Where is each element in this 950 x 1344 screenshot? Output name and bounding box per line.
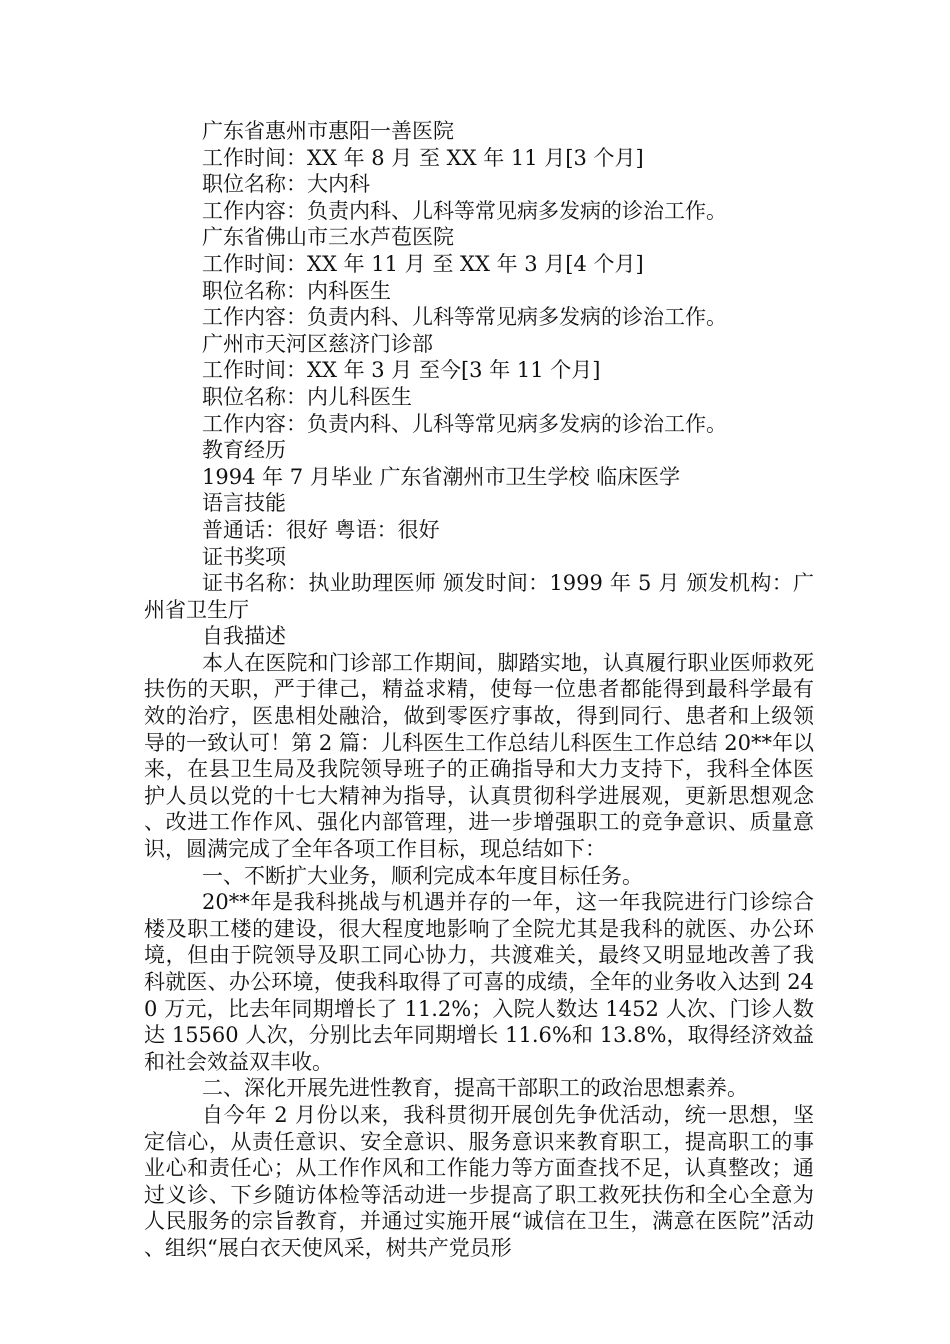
position-title: 职位名称：内儿科医生 [202,384,412,409]
work-duties: 工作内容：负责内科、儿科等常见病多发病的诊治工作。 [202,305,727,330]
position-title: 职位名称：内科医生 [202,278,391,303]
body-paragraph: 本人在医院和门诊部工作期间，脚踏实地，认真履行职业医师救死扶伤的天职，严于律己，精益求精，使每一位患者都能得到最科学最有效的治疗，医患相处融洽，做到零医疗事故，得到同行、患者和上级领导的一致认可！第 2 篇：儿科医生工作总结儿科医生工作总结 20**年以来，在县卫生局及我院领导班子的正确指导和大力支持下，我科全体医护人员以党的十七大精神为指导，认真贯彻科学进展观，更新思想观念、改进工作作风、强化内部管理，进一步增强职工的竞争意识、质量意识，圆满完成了全年各项工作目标，现总结如下： [144,650,814,862]
education-heading: 教育经历 [202,438,286,463]
employer-name: 广州市天河区慈济门诊部 [202,331,433,356]
work-period: 工作时间：XX 年 8 月 至 XX 年 11 月[3 个月] [202,145,644,170]
body-paragraph: 自今年 2 月份以来，我科贯彻开展创先争优活动，统一思想，坚定信心，从责任意识、安全意识、服务意识来教育职工，提高职工的事业心和责任心；从工作作风和工作能力等方面查找不足，认真整改；通过义诊、下乡随访体检等活动进一步提高了职工救死扶伤和全心全意为人民服务的宗旨教育，并通过实施开展“诚信在卫生，满意在医院”活动、组织“展白衣天使风采，树共产党员形 [144,1102,814,1260]
languages-heading: 语言技能 [202,491,286,516]
work-duties: 工作内容：负责内科、儿科等常见病多发病的诊治工作。 [202,411,727,436]
position-title: 职位名称：大内科 [202,172,370,197]
self-description-heading: 自我描述 [202,624,286,649]
document-page [144,118,814,1262]
languages-entry: 普通话：很好 粤语：很好 [202,517,440,542]
certificates-entry: 证书名称：执业助理医师 颁发时间：1999 年 5 月 颁发机构：广州省卫生厅 [144,571,814,622]
section-heading: 二、深化开展先进性教育，提高干部职工的政治思想素养。 [202,1076,748,1101]
work-period: 工作时间：XX 年 11 月 至 XX 年 3 月[4 个月] [202,251,644,276]
employer-name: 广东省佛山市三水芦苞医院 [202,225,454,250]
education-entry: 1994 年 7 月毕业 广东省潮州市卫生学校 临床医学 [202,464,681,489]
certificates-heading: 证书奖项 [202,544,286,569]
body-paragraph: 20**年是我科挑战与机遇并存的一年，这一年我院进行门诊综合楼及职工楼的建设，很大程度地影响了全院尤其是我科的就医、办公环境，但由于院领导及职工同心协力，共渡难关，最终又明显地改善了我科就医、办公环境，使我科取得了可喜的成绩，全年的业务收入达到 240 万元，比去年同期增长了 11.2%；入院人数达 1452 人次、门诊人数达 15560 人次，分别比去年同期增长 11.6%和 13.8%，取得经济效益和社会效益双丰收。 [144,890,814,1074]
employer-name: 广东省惠州市惠阳一善医院 [202,119,454,143]
work-period: 工作时间：XX 年 3 月 至今[3 年 11 个月] [202,358,601,383]
work-duties: 工作内容：负责内科、儿科等常见病多发病的诊治工作。 [202,198,727,223]
section-heading: 一、不断扩大业务，顺利完成本年度目标任务。 [202,863,643,888]
